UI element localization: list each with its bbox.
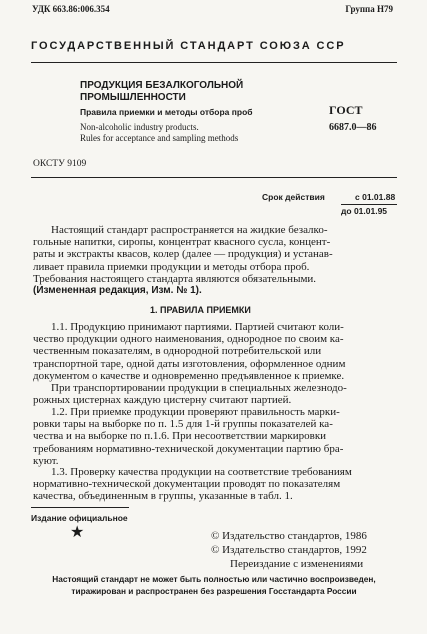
intro-line: гольные напитки, сиропы, концентрат квасного сусла, концент-	[33, 236, 331, 249]
official-edition-label: Издание официальное	[31, 513, 128, 523]
p11-line: При транспортировании продукции в специальных железнодо-	[51, 382, 347, 395]
p11-line: рожных цистернах каждую цистерну считают партией.	[33, 394, 292, 407]
paragraph-1-2	[33, 406, 397, 467]
p12-line: требованиям нормативно-технической документации партию бра-	[33, 442, 344, 455]
document-title	[80, 80, 243, 104]
intro-line: Настоящий стандарт распространяется на жидкие безалко-	[51, 224, 328, 236]
p12-line: 1.2. При приемке продукции проверяют правильность марки-	[51, 406, 340, 418]
validity-to: до 01.01.95	[341, 206, 388, 216]
intro-line: ливает правила приемки продукции и методы отбора проб.	[33, 260, 310, 273]
p13-line: 1.3. Проверку качества продукции на соответствие требованиям	[51, 466, 352, 478]
subtitle-en-line-2: Rules for acceptance and sampling methods	[80, 133, 239, 143]
footer-rule	[31, 507, 129, 508]
p11-line: чественным показателям, в однородной потребительской или	[33, 345, 322, 358]
intro-line: раты и экстракты квасов, колер (далее — продукция) и устанав-	[33, 248, 333, 261]
gost-number: 6687.0—86	[329, 122, 377, 133]
copyright-1992: © Издательство стандартов, 1992	[211, 544, 367, 556]
okstu-divider	[31, 177, 397, 178]
subtitle-ru: Правила приемки и методы отбора проб	[80, 107, 253, 117]
p11-line: 1.1. Продукцию принимают партиями. Партией считают коли-	[51, 321, 344, 333]
subtitle-en-line-1: Non-alcoholic industry products.	[80, 122, 199, 132]
validity-from: с 01.01.88	[355, 192, 396, 202]
p11-line: документом о качестве и одновременно предъявленное к приемке.	[33, 369, 345, 382]
title-line-2: ПРОМЫШЛЕННОСТИ	[80, 92, 186, 103]
amendment-note: (Измененная редакция, Изм. № 1).	[33, 285, 202, 297]
gost-label: ГОСТ	[329, 103, 363, 117]
p11-line: чество продукции одного наименования, однородное по своим ка-	[33, 333, 344, 346]
okstu-code: ОКСТУ 9109	[33, 159, 87, 169]
p12-line: куют.	[33, 454, 59, 467]
p13-line: нормативно-технической документации проводят по показателям	[33, 478, 341, 491]
udk-code: УДК 663.86:006.354	[32, 4, 110, 14]
reprint-note: Переиздание с изменениями	[230, 558, 364, 570]
title-line-1: ПРОДУКЦИЯ БЕЗАЛКОГОЛЬНОЙ	[80, 80, 244, 91]
p12-line: ровки тары на выборке по п. 1.5 для 1-й группы показателей ка-	[33, 418, 333, 431]
paragraph-1-1	[33, 321, 397, 406]
p11-line: транспортной таре, одной даты изготовления, оформленное одним	[33, 357, 346, 370]
p12-line: чества и на выборке по п.1.6. При несоответствии маркировки	[33, 430, 327, 443]
paragraph-1-3	[33, 466, 397, 503]
state-standard-heading: ГОСУДАРСТВЕННЫЙ СТАНДАРТ СОЮЗА ССР	[31, 40, 346, 52]
reproduction-notice-line-2: тиражирован и распространен без разрешения Госстандарта России	[71, 586, 357, 596]
subtitle-en	[80, 122, 238, 144]
copyright-1986: © Издательство стандартов, 1986	[211, 530, 367, 542]
reproduction-notice-line-1: Настоящий стандарт не может быть полностью или частично воспроизведен,	[52, 574, 376, 584]
intro-paragraph	[33, 224, 397, 297]
intro-line: Требования настоящего стандарта являются обязательными.	[33, 272, 317, 285]
section-title: 1. ПРАВИЛА ПРИЕМКИ	[150, 305, 251, 315]
validity-underline	[341, 204, 397, 205]
group-code: Группа Н79	[345, 4, 393, 14]
p13-line: качества, объединенным в группы, указанные в табл. 1.	[33, 490, 293, 503]
header-divider	[31, 62, 397, 63]
validity-label: Срок действия	[262, 192, 325, 202]
star-icon: ★	[70, 524, 85, 541]
